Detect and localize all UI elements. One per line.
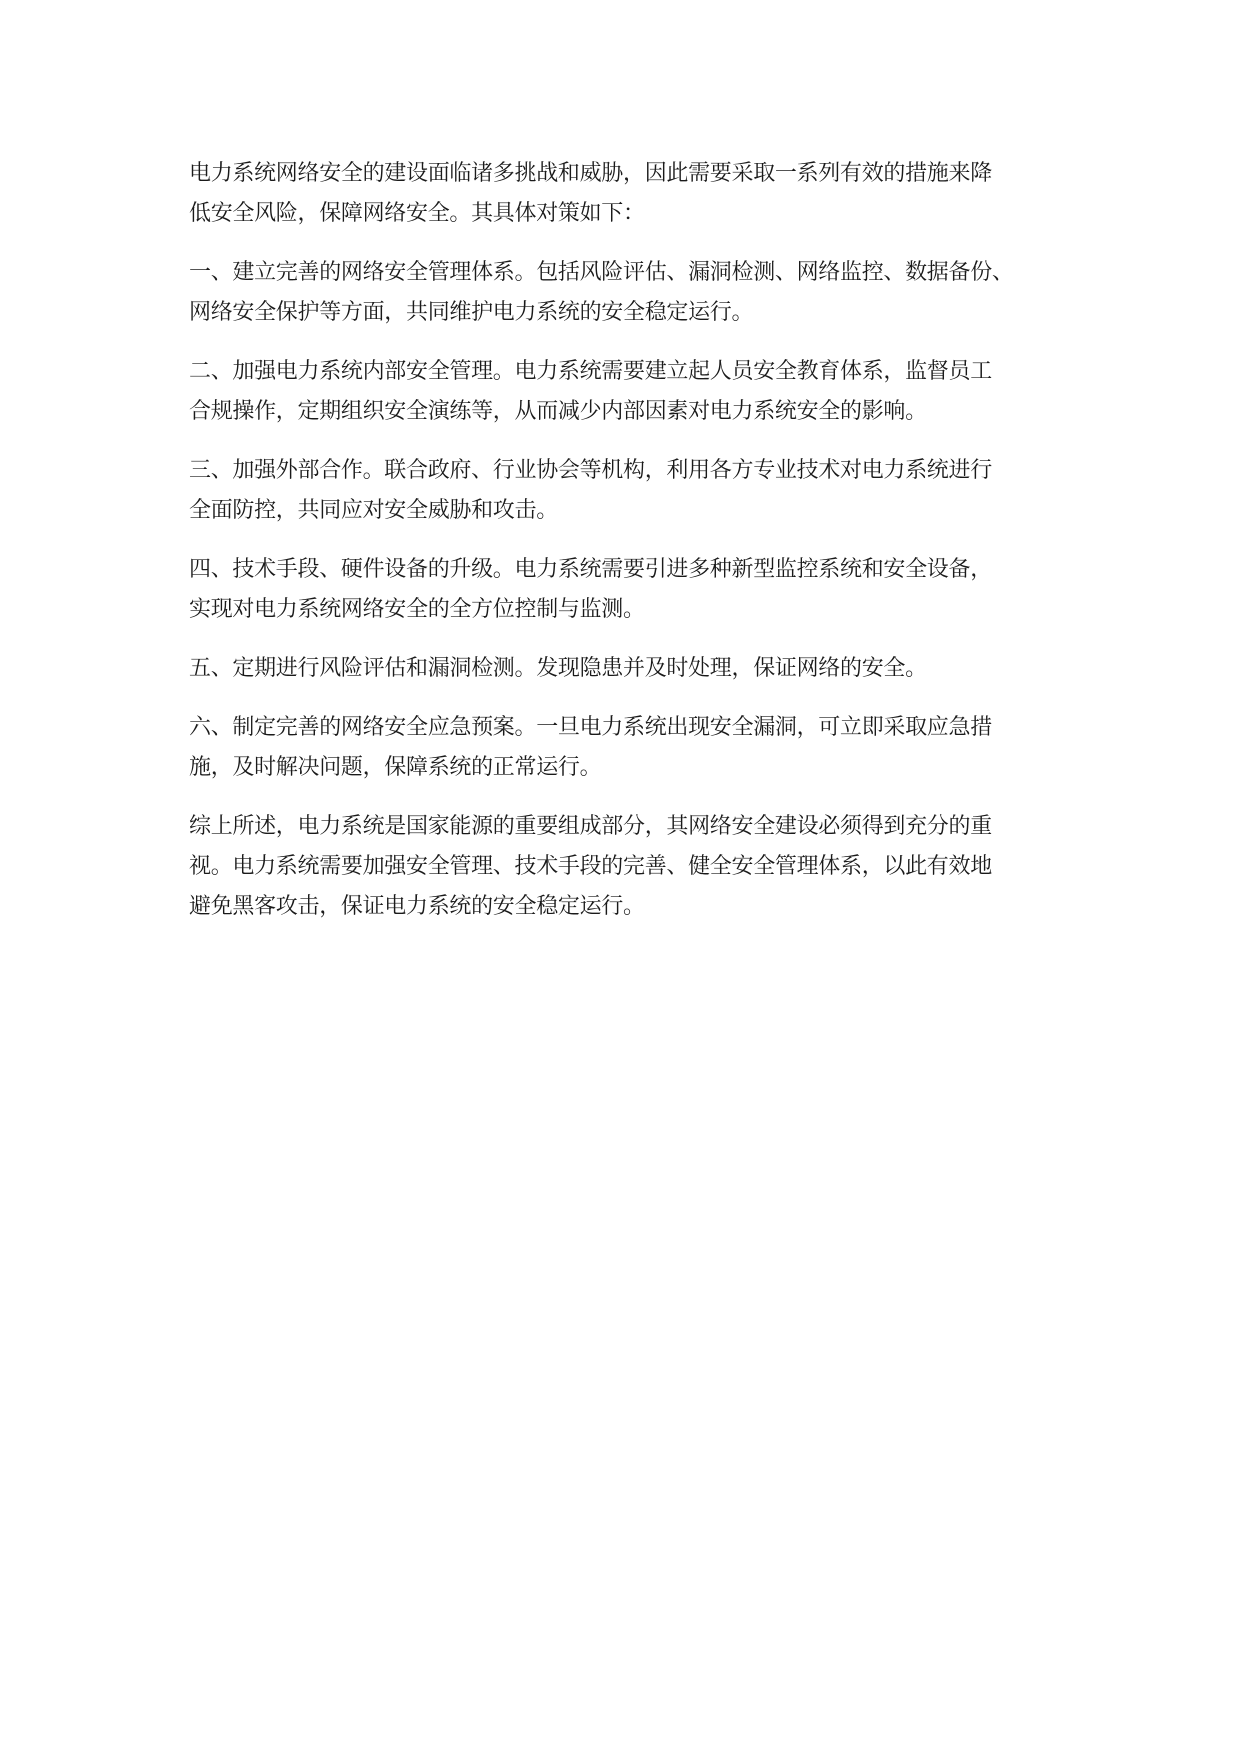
paragraph-line: 视。电力系统需要加强安全管理、技术手段的完善、健全安全管理体系，以此有效地 (189, 854, 992, 879)
paragraph-line: 合规操作，定期组织安全演练等，从而减少内部因素对电力系统安全的影响。 (189, 399, 927, 424)
paragraph-measure-4 (189, 550, 1069, 630)
paragraph-line: 施，及时解决问题，保障系统的正常运行。 (189, 755, 602, 780)
paragraph-line: 一、建立完善的网络安全管理体系。包括风险评估、漏洞检测、网络监控、数据备份、 (189, 260, 1014, 285)
paragraph-line: 避免黑客攻击，保证电力系统的安全稳定运行。 (189, 894, 645, 919)
paragraph-measure-2 (189, 352, 1069, 432)
paragraph-line: 四、技术手段、硬件设备的升级。电力系统需要引进多种新型监控系统和安全设备， (189, 557, 992, 582)
paragraph-intro (189, 154, 1069, 234)
paragraph-measure-3 (189, 451, 1069, 531)
paragraph-line: 实现对电力系统网络安全的全方位控制与监测。 (189, 597, 645, 622)
paragraph-line: 电力系统网络安全的建设面临诸多挑战和威胁，因此需要采取一系列有效的措施来降 (189, 161, 992, 186)
paragraph-line: 三、加强外部合作。联合政府、行业协会等机构，利用各方专业技术对电力系统进行 (189, 458, 992, 483)
paragraph-line: 综上所述，电力系统是国家能源的重要组成部分，其网络安全建设必须得到充分的重 (189, 814, 992, 839)
paragraph-measure-5 (189, 649, 1069, 689)
paragraph-line: 二、加强电力系统内部安全管理。电力系统需要建立起人员安全教育体系，监督员工 (189, 359, 992, 384)
paragraph-line: 六、制定完善的网络安全应急预案。一旦电力系统出现安全漏洞，可立即采取应急措 (189, 715, 992, 740)
paragraph-conclusion (189, 807, 1069, 927)
paragraph-line: 全面防控，共同应对安全威胁和攻击。 (189, 498, 558, 523)
paragraph-line: 低安全风险，保障网络安全。其具体对策如下： (189, 201, 645, 226)
document-body (189, 154, 1069, 946)
paragraph-line: 五、定期进行风险评估和漏洞检测。发现隐患并及时处理，保证网络的安全。 (189, 656, 927, 681)
paragraph-measure-6 (189, 708, 1069, 788)
paragraph-measure-1 (189, 253, 1069, 333)
paragraph-line: 网络安全保护等方面，共同维护电力系统的安全稳定运行。 (189, 300, 754, 325)
